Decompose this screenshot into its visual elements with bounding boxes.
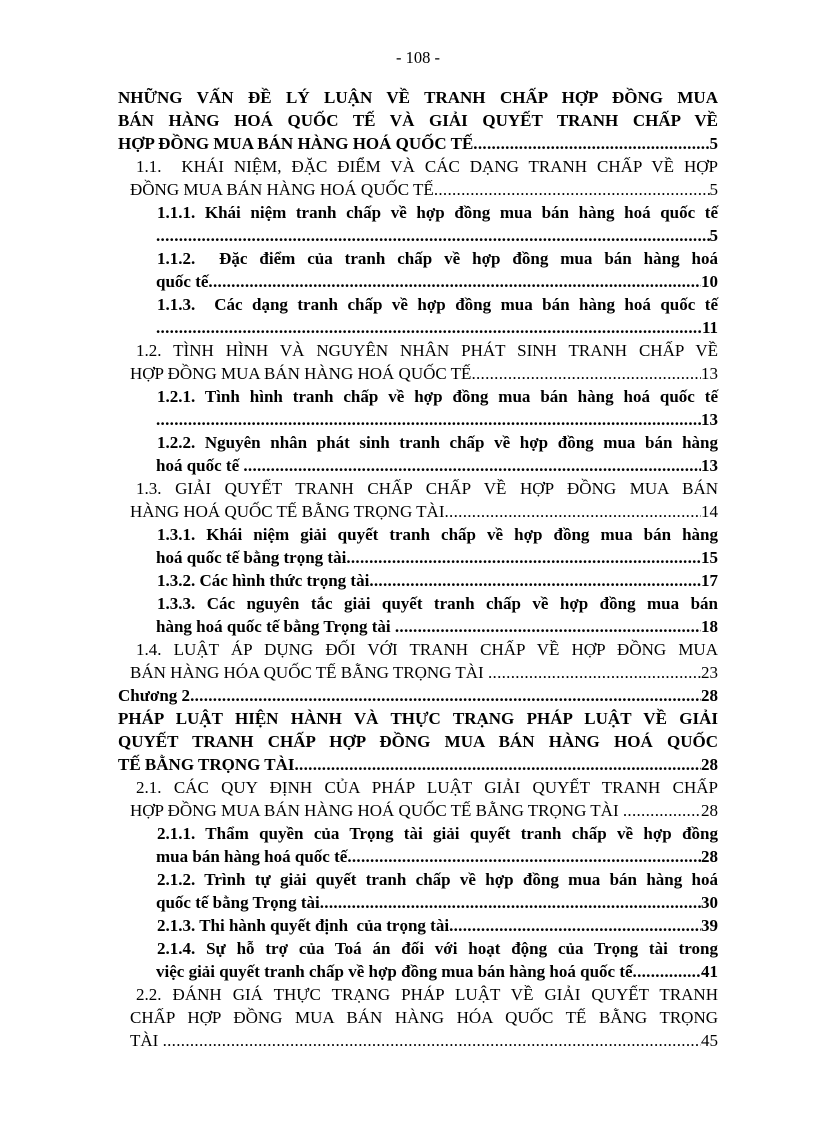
toc-line-text: HỢP ĐỒNG MUA BÁN HÀNG HOÁ QUỐC TẾ BẰNG TRỌNG TÀI [130, 801, 623, 820]
toc-line [118, 1029, 718, 1052]
dot-leader [163, 1029, 701, 1052]
dot-leader [243, 454, 701, 477]
toc-line [118, 615, 718, 638]
toc-line-text: BÁN HÀNG HÓA QUỐC TẾ BẰNG TRỌNG TÀI [130, 663, 488, 682]
toc-line [118, 178, 718, 201]
toc-line-text: 1.3.2. Các hình thức trọng tài [157, 571, 370, 590]
toc-line: CHẤP HỢP ĐỒNG MUA BÁN HÀNG HÓA QUỐC TẾ BẰNG TRỌNG [130, 1008, 718, 1027]
toc-line [118, 408, 718, 431]
toc-page-number: 28 [701, 847, 718, 866]
toc-line: 1.3.3. Các nguyên tắc giải quyết tranh chấp về hợp đồng mua bán [157, 594, 718, 613]
toc-line [118, 362, 718, 385]
dot-leader [156, 316, 702, 339]
toc-line [118, 799, 718, 822]
toc-line [118, 454, 718, 477]
dot-leader [208, 270, 701, 293]
dot-leader [347, 845, 701, 868]
toc-line: 1.2.2. Nguyên nhân phát sinh tranh chấp về hợp đồng mua bán hàng [157, 433, 718, 452]
page-number: - 108 - [396, 48, 440, 67]
dot-leader [395, 615, 701, 638]
toc-page-number: 13 [701, 410, 718, 429]
toc-line: 2.1. CÁC QUY ĐỊNH CỦA PHÁP LUẬT GIẢI QUYẾT TRANH CHẤP [136, 778, 718, 797]
toc-line-text: TÀI [130, 1031, 163, 1050]
dot-leader [369, 569, 701, 592]
dot-leader [346, 546, 701, 569]
toc-page-number: 11 [701, 318, 718, 337]
dot-leader [320, 891, 701, 914]
toc-page-number: 5 [709, 180, 718, 199]
toc-line: 1.2.1. Tình hình tranh chấp về hợp đồng mua bán hàng hoá quốc tế [157, 387, 718, 406]
toc-page-number: 39 [701, 916, 718, 935]
toc-line: PHÁP LUẬT HIỆN HÀNH VÀ THỰC TRẠNG PHÁP LUẬT VỀ GIẢI [118, 709, 718, 728]
toc-page-number: 28 [701, 755, 718, 774]
toc-line: 1.2. TÌNH HÌNH VÀ NGUYÊN NHÂN PHÁT SINH TRANH CHẤP VỀ [136, 341, 718, 360]
toc-line: 2.2. ĐÁNH GIÁ THỰC TRẠNG PHÁP LUẬT VỀ GIẢI QUYẾT TRANH [136, 985, 718, 1004]
toc-page-number: 5 [709, 226, 718, 245]
toc-line [118, 845, 718, 868]
toc-line-text: Chương 2 [118, 686, 191, 705]
dot-leader [633, 960, 701, 983]
toc-page-number: 5 [709, 134, 718, 153]
toc-line: 1.1.3. Các dạng tranh chấp về hợp đồng mua bán hàng hoá quốc tế [157, 295, 718, 314]
toc-line-text: quốc tế [156, 272, 209, 291]
toc-line: 2.1.4. Sự hỗ trợ của Toá án đối với hoạt động của Trọng tài trong [157, 939, 718, 958]
toc-page-number: 28 [701, 686, 718, 705]
toc-page-number: 45 [701, 1031, 718, 1050]
toc-line-text: mua bán hàng hoá quốc tế [156, 847, 348, 866]
dot-leader [445, 500, 702, 523]
toc-line: 2.1.1. Thẩm quyền của Trọng tài giải quyết tranh chấp về hợp đồng [157, 824, 718, 843]
dot-leader [295, 753, 702, 776]
toc-line [118, 960, 718, 983]
dot-leader [488, 661, 701, 684]
toc-line [118, 546, 718, 569]
toc-line: BÁN HÀNG HOÁ QUỐC TẾ VÀ GIẢI QUYẾT TRANH CHẤP VỀ [118, 111, 718, 130]
dot-leader [434, 178, 710, 201]
toc-line [118, 270, 718, 293]
dot-leader [156, 408, 701, 431]
toc-line [118, 891, 718, 914]
toc-line [118, 500, 718, 523]
toc-line [118, 132, 718, 155]
toc-line [118, 661, 718, 684]
toc-line-text: quốc tế bằng Trọng tài [156, 893, 320, 912]
toc-line-text: HỢP ĐỒNG MUA BÁN HÀNG HOÁ QUỐC TẾ [118, 134, 474, 153]
dot-leader [473, 132, 709, 155]
toc-line-text: HỢP ĐỒNG MUA BÁN HÀNG HOÁ QUỐC TẾ [130, 364, 472, 383]
toc-page-number: 23 [701, 663, 718, 682]
toc-page-number: 28 [701, 801, 718, 820]
toc-line-text: HÀNG HOÁ QUỐC TẾ BẰNG TRỌNG TÀI [130, 502, 445, 521]
toc-page-number: 10 [701, 272, 718, 291]
toc-line-text: hàng hoá quốc tế bằng Trọng tài [156, 617, 395, 636]
toc-line-text: hoá quốc tế [156, 456, 244, 475]
toc-line: 1.1. KHÁI NIỆM, ĐẶC ĐIỂM VÀ CÁC DẠNG TRANH CHẤP VỀ HỢP [136, 157, 718, 176]
toc-line: NHỮNG VẤN ĐỀ LÝ LUẬN VỀ TRANH CHẤP HỢP ĐỒNG MUA [118, 88, 718, 107]
dot-leader [190, 684, 701, 707]
toc-page-number: 41 [701, 962, 718, 981]
toc-page-number: 15 [701, 548, 718, 567]
toc-page-number: 30 [701, 893, 718, 912]
toc-line: 1.1.2. Đặc điểm của tranh chấp về hợp đồng mua bán hàng hoá [157, 249, 718, 268]
toc-page-number: 13 [701, 456, 718, 475]
toc-line: QUYẾT TRANH CHẤP HỢP ĐỒNG MUA BÁN HÀNG HOÁ QUỐC [118, 732, 718, 751]
toc-line: 1.3.1. Khái niệm giải quyết tranh chấp về hợp đồng mua bán hàng [157, 525, 718, 544]
dot-leader [449, 914, 701, 937]
dot-leader [471, 362, 701, 385]
toc-line: 1.3. GIẢI QUYẾT TRANH CHẤP CHẤP VỀ HỢP ĐỒNG MUA BÁN [136, 479, 718, 498]
toc-page-number: 18 [701, 617, 718, 636]
toc-line: 1.4. LUẬT ÁP DỤNG ĐỐI VỚI TRANH CHẤP VỀ HỢP ĐỒNG MUA [136, 640, 718, 659]
toc-line-text: ĐỒNG MUA BÁN HÀNG HOÁ QUỐC TẾ [130, 180, 434, 199]
toc-line-text: TẾ BẰNG TRỌNG TÀI [118, 755, 295, 774]
toc-line [118, 684, 718, 707]
toc-page-number: 13 [701, 364, 718, 383]
toc-line [118, 753, 718, 776]
toc [118, 86, 718, 1052]
toc-line: 2.1.2. Trình tự giải quyết tranh chấp về hợp đồng mua bán hàng hoá [157, 870, 718, 889]
toc-line [118, 569, 718, 592]
toc-page-number: 14 [701, 502, 718, 521]
toc-page-number: 17 [701, 571, 718, 590]
toc-line-text: 2.1.3. Thi hành quyết định của trọng tài [157, 916, 450, 935]
dot-leader [623, 799, 701, 822]
dot-leader [156, 224, 710, 247]
toc-line-text: việc giải quyết tranh chấp về hợp đồng mua bán hàng hoá quốc tế [156, 962, 633, 981]
toc-line-text: hoá quốc tế bằng trọng tài [156, 548, 347, 567]
toc-line [118, 914, 718, 937]
toc-line [118, 224, 718, 247]
toc-line: 1.1.1. Khái niệm tranh chấp về hợp đồng mua bán hàng hoá quốc tế [157, 203, 718, 222]
toc-line [118, 316, 718, 339]
